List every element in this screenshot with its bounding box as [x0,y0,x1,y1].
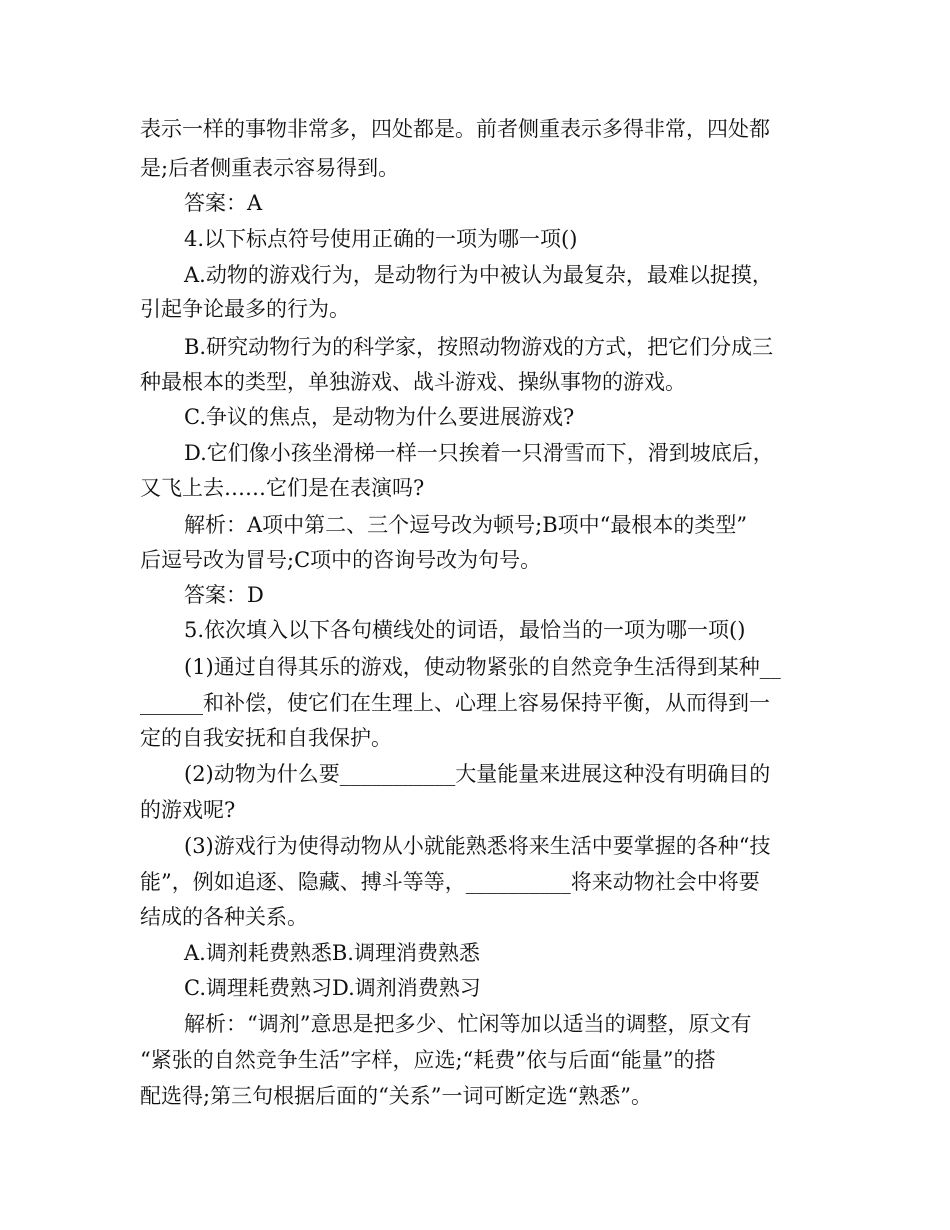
answer-line: 答案：D [184,583,264,607]
text-line: 后逗号改为冒号;C项中的咨询号改为句号。 [140,548,542,572]
option-d: D.它们像小孩坐滑梯一样一只挨着一只滑雪而下，滑到坡底后， [184,441,774,465]
text-line: 能”，例如追逐、隐藏、搏斗等等，__________将来动物社会中将要 [140,870,760,894]
answer-line: 答案：A [184,191,263,215]
text-line: ______和补偿，使它们在生理上、心理上容易保持平衡，从而得到一 [140,691,770,715]
text-line: 定的自我安抚和自我保护。 [140,726,392,750]
option-b: B.研究动物行为的科学家，按照动物游戏的方式，把它们分成三 [184,335,774,359]
text-line: 又飞上去……它们是在表演吗? [140,476,425,500]
analysis-line: 解析：“调剂”意思是把多少、忙闲等加以适当的调整，原文有 [184,1012,752,1036]
text-line: 表示一样的事物非常多，四处都是。前者侧重表示多得非常，四处都 [140,117,770,141]
question-4: 4.以下标点符号使用正确的一项为哪一项() [184,227,578,251]
text-line: 是;后者侧重表示容易得到。 [140,156,400,180]
options-ab: A.调剂耗费熟悉B.调理消费熟悉 [184,941,480,965]
analysis-line: 解析：A项中第二、三个逗号改为顿号;B项中“最根本的类型” [184,513,748,537]
text-line: 的游戏呢? [140,798,236,822]
text-line: 种最根本的类型，单独游戏、战斗游戏、操纵事物的游戏。 [140,370,686,394]
text-line: 结成的各种关系。 [140,905,308,929]
option-a: A.动物的游戏行为，是动物行为中被认为最复杂，最难以捉摸， [184,263,773,287]
sentence-2: (2)动物为什么要___________大量能量来进展这种没有明确目的 [184,762,771,786]
sentence-1: (1)通过自得其乐的游戏，使动物紧张的自然竞争生活得到某种__ [184,655,781,679]
options-cd: C.调理耗费熟习D.调剂消费熟习 [184,976,481,1000]
text-line: “紧张的自然竞争生活”字样，应选;“耗费”依与后面“能量”的搭 [140,1048,716,1072]
text-line: 引起争论最多的行为。 [140,297,350,321]
question-5: 5.依次填入以下各句横线处的词语，最恰当的一项为哪一项() [184,618,746,642]
option-c: C.争议的焦点，是动物为什么要进展游戏? [184,405,575,429]
text-line: 配选得;第三句根据后面的“关系”一词可断定选“熟悉”。 [140,1084,653,1108]
sentence-3: (3)游戏行为使得动物从小就能熟悉将来生活中要掌握的各种“技 [184,834,771,858]
